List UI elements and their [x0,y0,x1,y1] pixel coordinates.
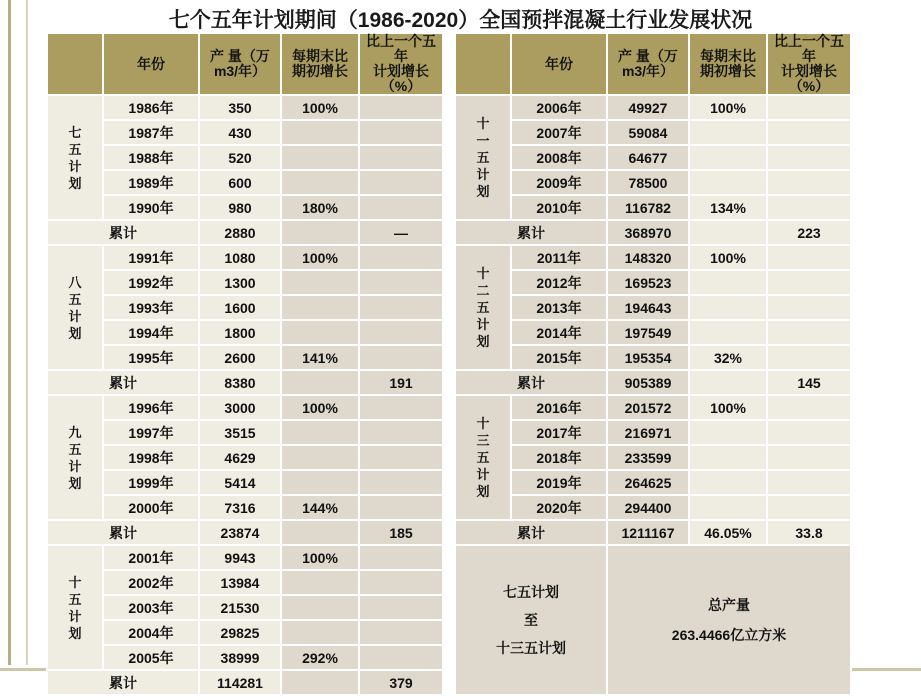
compare-cell [767,345,851,370]
growth-cell: 100% [689,95,767,120]
growth-cell [281,145,359,170]
year-cell: 2013年 [511,295,607,320]
column-gap [443,445,455,470]
output-cell: 216971 [607,420,689,445]
growth-cell: 32% [689,345,767,370]
output-cell: 294400 [607,495,689,520]
output-cell: 520 [199,145,281,170]
year-cell: 2012年 [511,270,607,295]
total-compare-cell: 223 [767,220,851,245]
output-cell: 4629 [199,445,281,470]
column-gap [443,245,455,270]
column-gap [443,570,455,595]
output-cell: 5414 [199,470,281,495]
growth-cell [689,445,767,470]
header-growth-right: 每期末比 期初增长 [689,33,767,95]
header-year-right: 年份 [511,33,607,95]
growth-cell: 100% [689,245,767,270]
year-cell: 2005年 [103,645,199,670]
output-cell: 21530 [199,595,281,620]
column-gap [443,545,455,570]
compare-cell [767,245,851,270]
table-row [47,295,851,320]
table-row [47,170,851,195]
year-cell: 1988年 [103,145,199,170]
table-row [47,545,851,570]
year-cell: 2001年 [103,545,199,570]
compare-cell [359,95,443,120]
header-group-left [47,33,103,95]
year-cell: 2010年 [511,195,607,220]
output-cell: 194643 [607,295,689,320]
column-gap [443,670,455,695]
column-gap [443,195,455,220]
total-label-cell: 累计 [47,520,199,545]
left-accent-line [8,0,11,675]
total-compare-cell: — [359,220,443,245]
year-cell: 2006年 [511,95,607,120]
growth-cell [689,120,767,145]
column-gap [443,33,455,95]
column-gap [443,120,455,145]
page-title: 七个五年计划期间（1986-2020）全国预拌混凝土行业发展状况 [168,9,753,32]
table-row [47,220,851,245]
year-cell: 1991年 [103,245,199,270]
compare-cell [767,395,851,420]
compare-cell [767,120,851,145]
compare-cell [359,570,443,595]
compare-cell [767,445,851,470]
compare-cell [359,495,443,520]
total-growth-cell [281,220,359,245]
output-cell: 430 [199,120,281,145]
output-cell: 59084 [607,120,689,145]
plan-label: 十 三 五 计 划 [455,395,511,520]
output-cell: 3000 [199,395,281,420]
year-cell: 1996年 [103,395,199,420]
output-cell: 1600 [199,295,281,320]
total-compare-cell: 33.8 [767,520,851,545]
table-row [47,120,851,145]
column-gap [443,220,455,245]
growth-cell [689,470,767,495]
year-cell: 2018年 [511,445,607,470]
year-cell: 2020年 [511,495,607,520]
output-cell: 38999 [199,645,281,670]
output-cell: 148320 [607,245,689,270]
header-compare-left: 比上一个五年 计划增长（%） [359,33,443,95]
output-cell: 3515 [199,420,281,445]
compare-cell [767,495,851,520]
year-cell: 2008年 [511,145,607,170]
total-growth-cell [281,370,359,395]
table-header-row [47,33,851,95]
compare-cell [359,120,443,145]
table-body [47,33,851,695]
growth-cell [281,320,359,345]
growth-cell: 100% [281,395,359,420]
total-output-cell: 23874 [199,520,281,545]
compare-cell [359,295,443,320]
growth-cell [281,420,359,445]
column-gap [443,470,455,495]
output-cell: 350 [199,95,281,120]
total-compare-cell: 191 [359,370,443,395]
output-cell: 116782 [607,195,689,220]
header-group-right [455,33,511,95]
header-output-left: 产 量（万 m3/年） [199,33,281,95]
compare-cell [359,595,443,620]
growth-cell [689,170,767,195]
year-cell: 2000年 [103,495,199,520]
growth-cell [689,420,767,445]
year-cell: 1993年 [103,295,199,320]
summary-total-output: 总产量 263.4466亿立方米 [607,545,851,695]
compare-cell [767,170,851,195]
growth-cell: 100% [689,395,767,420]
column-gap [443,145,455,170]
year-cell: 2011年 [511,245,607,270]
output-cell: 9943 [199,545,281,570]
growth-cell: 100% [281,545,359,570]
header-compare-right: 比上一个五年 计划增长（%） [767,33,851,95]
plan-label: 十 二 五 计 划 [455,245,511,370]
growth-cell [281,120,359,145]
compare-cell [767,470,851,495]
table-row [47,270,851,295]
year-cell: 2015年 [511,345,607,370]
compare-cell [767,295,851,320]
output-cell: 1800 [199,320,281,345]
year-cell: 1990年 [103,195,199,220]
growth-cell [281,595,359,620]
output-cell: 980 [199,195,281,220]
total-label-cell: 累计 [47,370,199,395]
compare-cell [359,270,443,295]
column-gap [443,95,455,120]
header-year-left: 年份 [103,33,199,95]
year-cell: 2002年 [103,570,199,595]
column-gap [443,395,455,420]
table-row [47,145,851,170]
compare-cell [359,470,443,495]
compare-cell [359,170,443,195]
compare-cell [767,195,851,220]
year-cell: 1986年 [103,95,199,120]
total-output-cell: 368970 [607,220,689,245]
year-cell: 2016年 [511,395,607,420]
compare-cell [359,395,443,420]
column-gap [443,270,455,295]
growth-cell [281,295,359,320]
column-gap [443,520,455,545]
growth-cell: 100% [281,245,359,270]
output-cell: 64677 [607,145,689,170]
plan-label: 十 五 计 划 [47,545,103,670]
output-cell: 78500 [607,170,689,195]
growth-cell [281,620,359,645]
table-row [47,370,851,395]
output-cell: 600 [199,170,281,195]
growth-cell [689,495,767,520]
plan-label: 八 五 计 划 [47,245,103,370]
total-label-cell: 累计 [455,520,607,545]
total-growth-cell [281,520,359,545]
output-cell: 233599 [607,445,689,470]
compare-cell [359,420,443,445]
total-growth-cell [689,220,767,245]
plan-label: 十 一 五 计 划 [455,95,511,220]
compare-cell [767,270,851,295]
output-cell: 7316 [199,495,281,520]
growth-cell: 100% [281,95,359,120]
compare-cell [359,145,443,170]
growth-cell [689,270,767,295]
total-growth-cell [689,370,767,395]
table-row [47,495,851,520]
total-compare-cell: 145 [767,370,851,395]
growth-cell [281,170,359,195]
growth-cell: 292% [281,645,359,670]
compare-cell [767,320,851,345]
output-cell: 201572 [607,395,689,420]
total-growth-cell [281,670,359,695]
summary-plan-range: 七五计划 至 十三五计划 [455,545,607,695]
year-cell: 2017年 [511,420,607,445]
output-cell: 197549 [607,320,689,345]
development-status-table [46,32,852,696]
compare-cell [359,645,443,670]
year-cell: 2004年 [103,620,199,645]
growth-cell [281,570,359,595]
column-gap [443,295,455,320]
year-cell: 2003年 [103,595,199,620]
output-cell: 2600 [199,345,281,370]
year-cell: 2009年 [511,170,607,195]
table-row [47,395,851,420]
column-gap [443,420,455,445]
plan-label: 九 五 计 划 [47,395,103,520]
compare-cell [767,95,851,120]
table-row [47,195,851,220]
column-gap [443,320,455,345]
total-output-cell: 1211167 [607,520,689,545]
output-cell: 49927 [607,95,689,120]
compare-cell [359,320,443,345]
growth-cell [689,295,767,320]
output-cell: 195354 [607,345,689,370]
year-cell: 1995年 [103,345,199,370]
output-cell: 29825 [199,620,281,645]
year-cell: 1987年 [103,120,199,145]
output-cell: 1080 [199,245,281,270]
output-cell: 13984 [199,570,281,595]
output-cell: 264625 [607,470,689,495]
compare-cell [359,545,443,570]
left-decorative-bar [0,0,28,675]
year-cell: 1989年 [103,170,199,195]
column-gap [443,495,455,520]
year-cell: 2007年 [511,120,607,145]
total-compare-cell: 379 [359,670,443,695]
compare-cell [359,195,443,220]
total-compare-cell: 185 [359,520,443,545]
year-cell: 1992年 [103,270,199,295]
growth-cell: 141% [281,345,359,370]
table-row [47,95,851,120]
plan-label: 七 五 计 划 [47,95,103,220]
growth-cell: 144% [281,495,359,520]
total-output-cell: 905389 [607,370,689,395]
output-cell: 169523 [607,270,689,295]
column-gap [443,370,455,395]
growth-cell [281,445,359,470]
year-cell: 2019年 [511,470,607,495]
year-cell: 2014年 [511,320,607,345]
growth-cell: 134% [689,195,767,220]
header-growth-left: 每期末比 期初增长 [281,33,359,95]
header-output-right: 产 量（万 m3/年） [607,33,689,95]
total-label-cell: 累计 [47,220,199,245]
compare-cell [359,445,443,470]
table-row [47,420,851,445]
growth-cell [689,145,767,170]
table-row [47,445,851,470]
year-cell: 1994年 [103,320,199,345]
growth-cell: 180% [281,195,359,220]
table-row [47,245,851,270]
growth-cell [281,270,359,295]
growth-cell [281,470,359,495]
total-label-cell: 累计 [455,220,607,245]
growth-cell [689,320,767,345]
total-label-cell: 累计 [455,370,607,395]
data-table-wrapper [46,32,852,696]
table-row [47,520,851,545]
column-gap [443,595,455,620]
total-output-cell: 114281 [199,670,281,695]
compare-cell [767,145,851,170]
year-cell: 1998年 [103,445,199,470]
total-output-cell: 8380 [199,370,281,395]
year-cell: 1997年 [103,420,199,445]
year-cell: 1999年 [103,470,199,495]
compare-cell [767,420,851,445]
table-row [47,345,851,370]
output-cell: 1300 [199,270,281,295]
compare-cell [359,620,443,645]
column-gap [443,345,455,370]
table-row [47,320,851,345]
column-gap [443,645,455,670]
compare-cell [359,345,443,370]
total-growth-cell: 46.05% [689,520,767,545]
compare-cell [359,245,443,270]
table-row [47,470,851,495]
total-label-cell: 累计 [47,670,199,695]
column-gap [443,170,455,195]
total-output-cell: 2880 [199,220,281,245]
column-gap [443,620,455,645]
